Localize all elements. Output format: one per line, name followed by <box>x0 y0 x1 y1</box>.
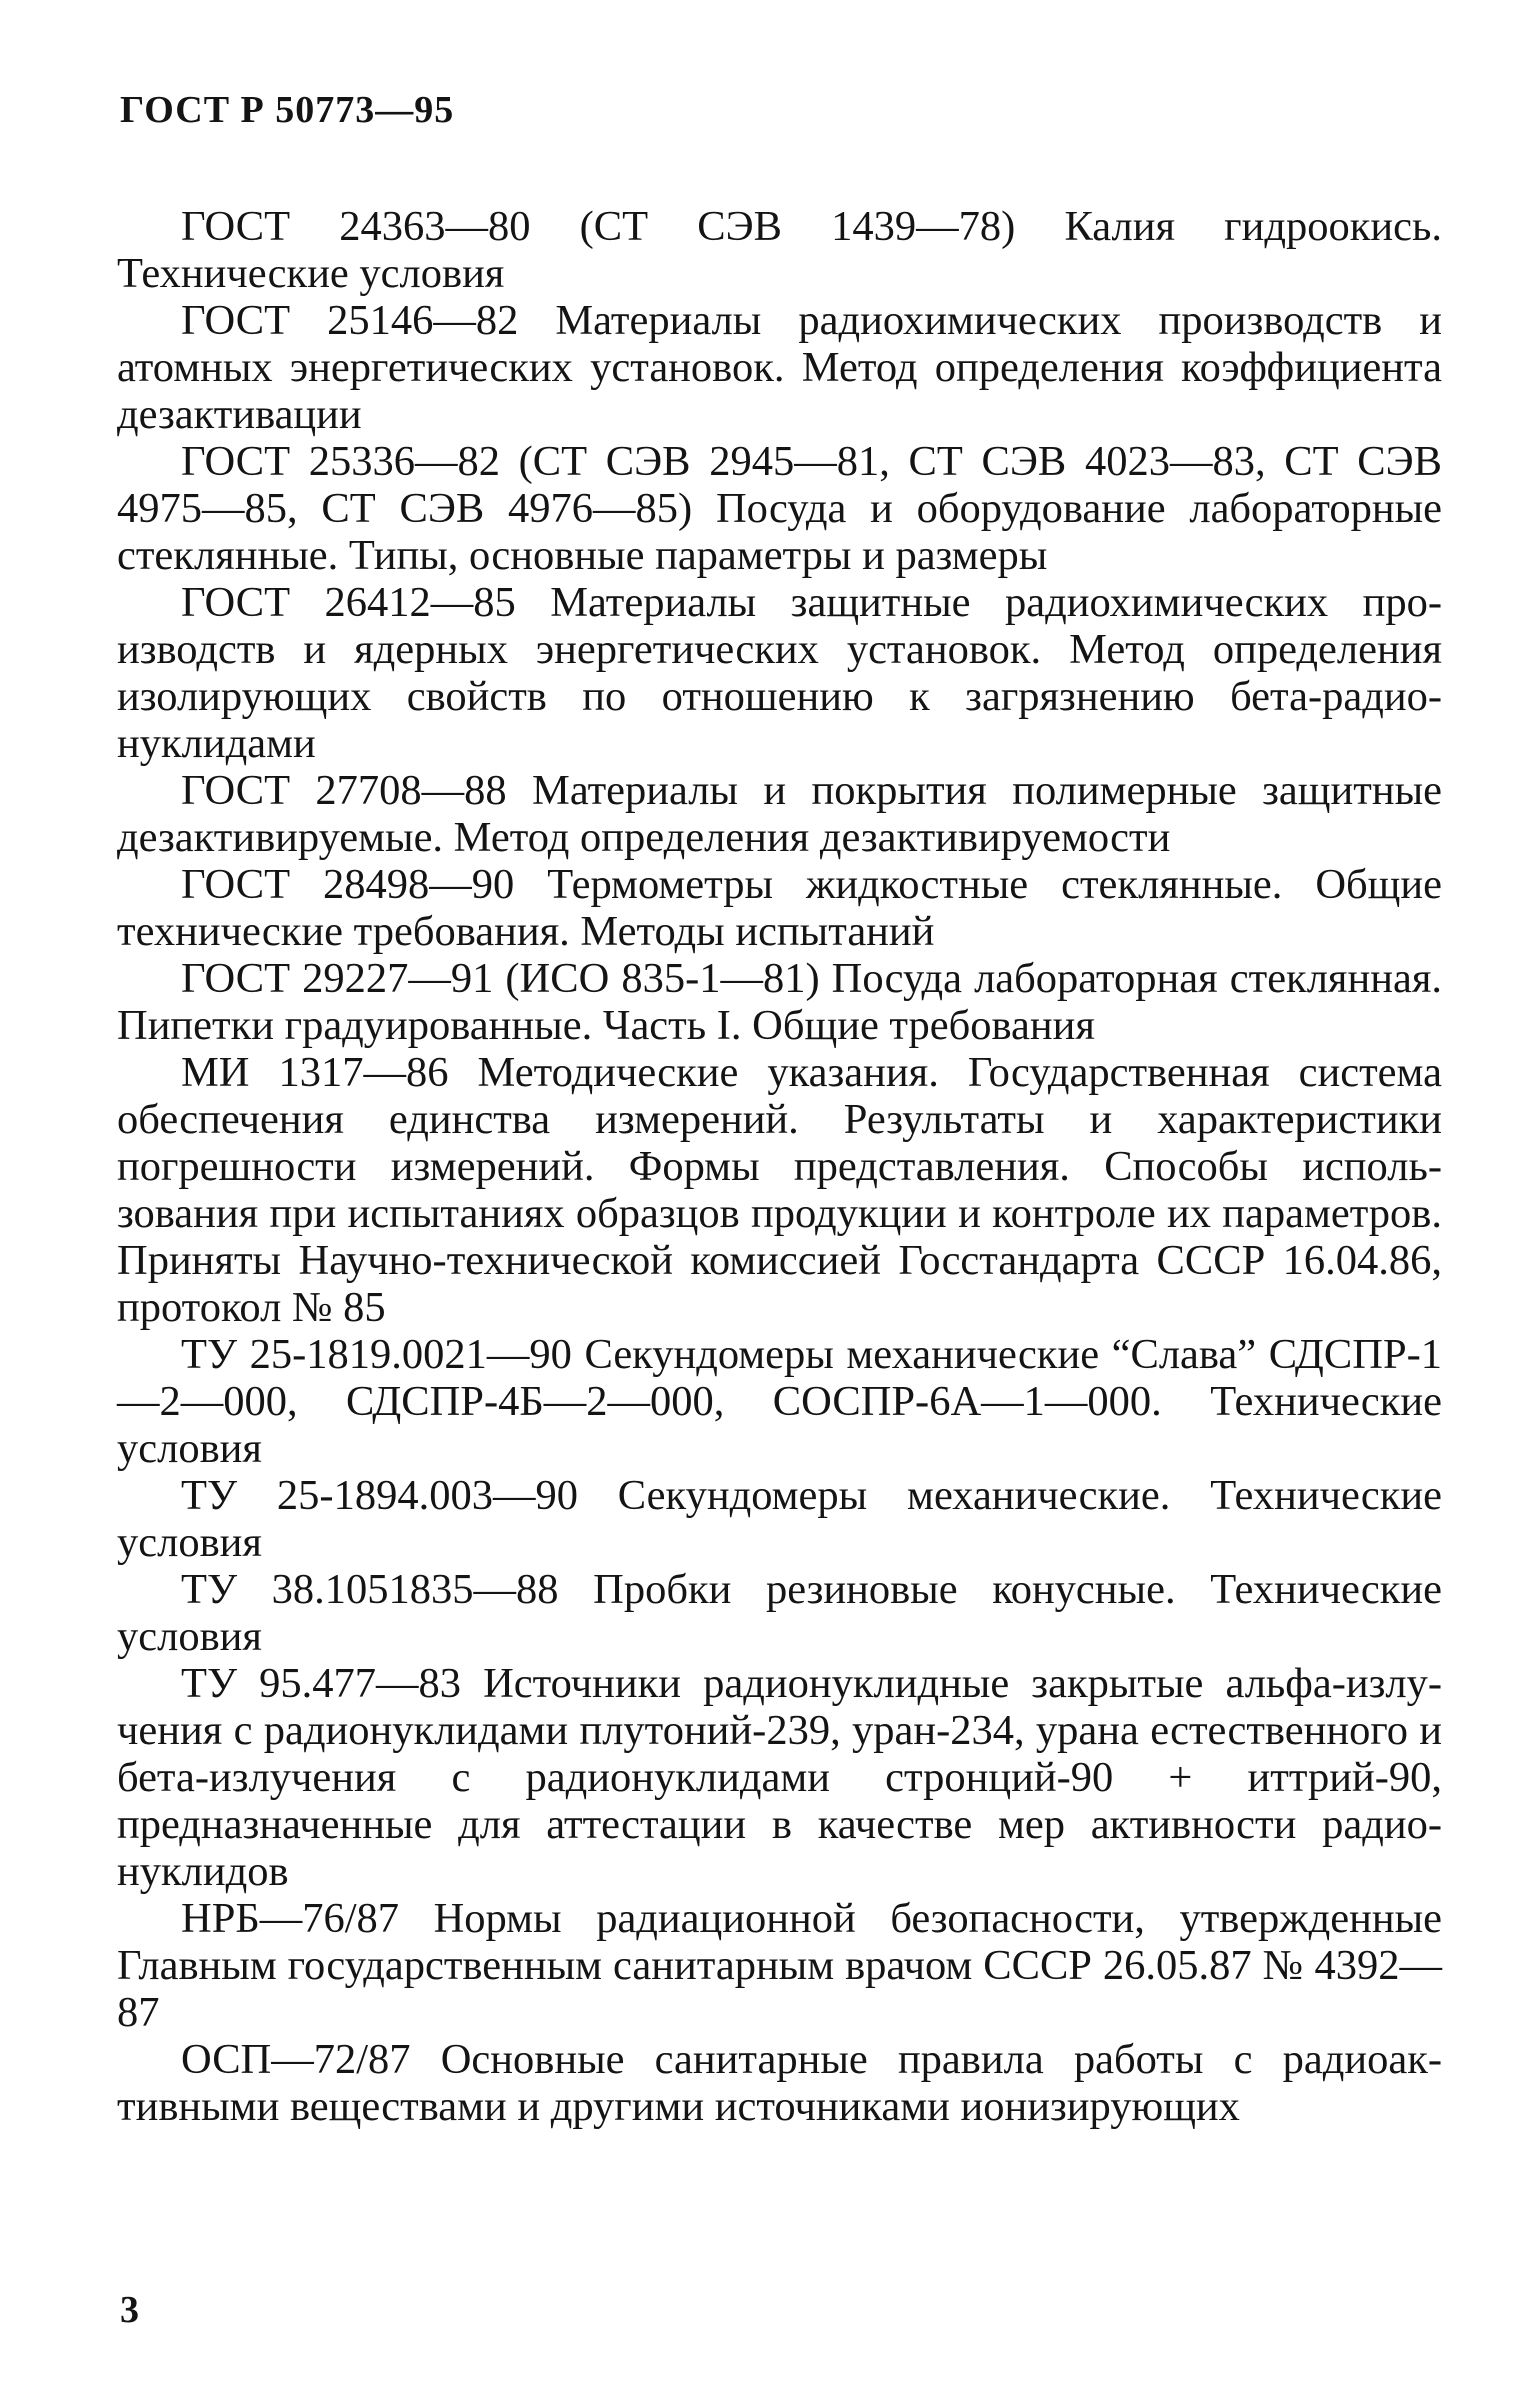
page-number: 3 <box>120 2289 139 2331</box>
page-header: ГОСТ Р 50773—95 <box>120 89 455 131</box>
reference-entry: ГОСТ 24363—80 (СТ СЭВ 1439—78) Калия гидроокись. Технические условия <box>117 203 1442 297</box>
reference-entry: ГОСТ 25146—82 Материалы радиохимических производств и атомных энергетических установок. Метод определения коэффициента дезактивации <box>117 297 1442 438</box>
reference-entry: ТУ 25-1894.003—90 Секундомеры механические. Технические условия <box>117 1472 1442 1566</box>
reference-entry: МИ 1317—86 Методические указания. Государственная система обеспечения единства измерений. Результаты и характеристики погрешности измерений. Формы представления. Способы использования при испытаниях образцов продукции и контроле их параметров. Приняты Научно-технической комиссией Госстандарта СССР 16.04.86, протокол № 85 <box>117 1049 1442 1331</box>
reference-entry: ТУ 25-1819.0021—90 Секундомеры механические “Слава” СДСПР-1—2—000, СДСПР-4Б—2—000, СОСПР-6А—1—000. Технические условия <box>117 1331 1442 1472</box>
reference-entry: ГОСТ 28498—90 Термометры жидкостные стеклянные. Общие технические требования. Методы испытаний <box>117 861 1442 955</box>
reference-entry: ТУ 95.477—83 Источники радионуклидные закрытые альфа-излучения с радионуклидами плутоний-239, уран-234, урана естественного и бета-излучения с радионуклидами стронций-90 + иттрий-90, предназначенные для аттестации в качестве мер активности радионуклидов <box>117 1660 1442 1895</box>
reference-entry: ГОСТ 25336—82 (СТ СЭВ 2945—81, СТ СЭВ 4023—83, СТ СЭВ 4975—85, СТ СЭВ 4976—85) Посуда и оборудование лабораторные стеклянные. Типы, основные параметры и размеры <box>117 438 1442 579</box>
reference-entry: ТУ 38.1051835—88 Пробки резиновые конусные. Технические условия <box>117 1566 1442 1660</box>
reference-entry: ГОСТ 27708—88 Материалы и покрытия полимерные защитные дезактивируемые. Метод определения дезактивируемости <box>117 767 1442 861</box>
references-list <box>117 203 1442 2130</box>
reference-entry: НРБ—76/87 Нормы радиационной безопасности, утвержденные Главным государственным санитарным врачом СССР 26.05.87 № 4392—87 <box>117 1895 1442 2036</box>
reference-entry: ОСП—72/87 Основные санитарные правила работы с радиоактивными веществами и другими источниками ионизирующих <box>117 2036 1442 2130</box>
reference-entry: ГОСТ 26412—85 Материалы защитные радиохимических производств и ядерных энергетических установок. Метод определения изолирующих свойств по отношению к загрязнению бета-радионуклидами <box>117 579 1442 767</box>
reference-entry: ГОСТ 29227—91 (ИСО 835-1—81) Посуда лабораторная стеклянная. Пипетки градуированные. Часть I. Общие требования <box>117 955 1442 1049</box>
